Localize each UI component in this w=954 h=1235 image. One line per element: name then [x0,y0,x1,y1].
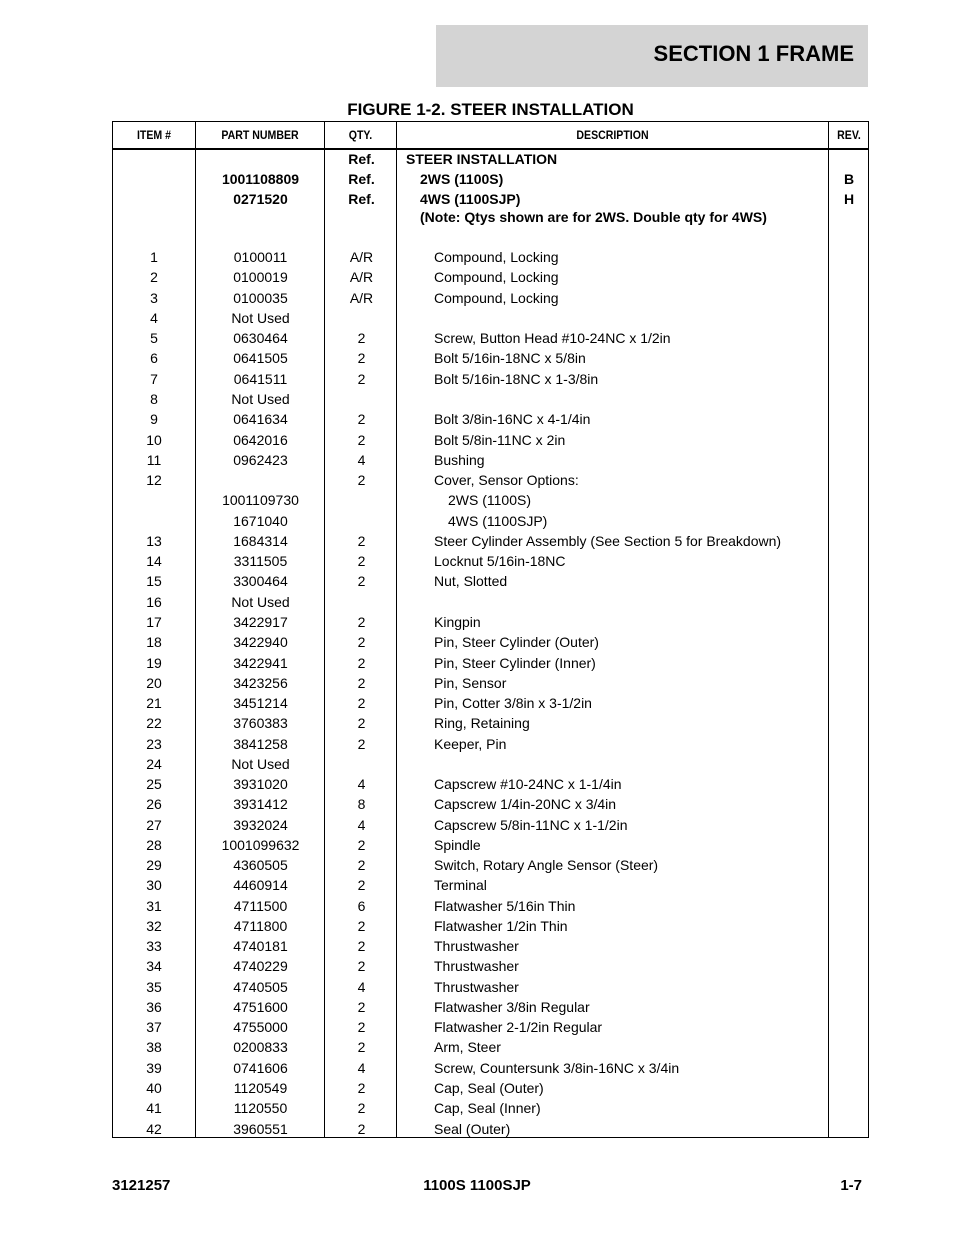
part-number: 4711500 [233,898,288,914]
table-row [113,713,868,733]
quantity: 2 [357,573,366,589]
revision: B [843,171,855,187]
part-number: 0642016 [233,432,288,448]
part-number: Not Used [231,391,290,407]
header-qty: QTY. [348,128,373,142]
part-number: 4460914 [233,877,288,893]
description: Thrustwasher [434,958,519,974]
description: Steer Cylinder Assembly (See Section 5 for Breakdown) [434,533,782,549]
item-number: 20 [146,675,162,691]
table-row [113,1037,868,1057]
part-number: Not Used [231,594,290,610]
part-number: 4360505 [233,857,288,873]
part-number: 3841258 [233,736,288,752]
table-row [113,855,868,875]
quantity: 4 [357,1060,366,1076]
quantity: 2 [357,330,366,346]
parts-table [112,121,869,1138]
description: Bolt 5/16in-18NC x 5/8in [434,350,586,366]
table-row [113,997,868,1017]
quantity: 2 [357,1080,366,1096]
description: Bushing [434,452,485,468]
quantity: 2 [357,715,366,731]
part-number: 1120550 [233,1100,288,1116]
header-item: ITEM # [136,128,172,142]
part-number: 0641634 [233,411,288,427]
table-row [113,835,868,855]
item-number: 6 [150,350,158,366]
description: Cap, Seal (Inner) [434,1100,541,1116]
part-number: 4755000 [233,1019,288,1035]
description: Flatwasher 2-1/2in Regular [434,1019,603,1035]
quantity: 2 [357,877,366,893]
description: Pin, Steer Cylinder (Inner) [434,655,596,671]
part-number: 0962423 [233,452,288,468]
quantity: 2 [357,918,366,934]
item-number: 16 [146,594,162,610]
description: Flatwasher 3/8in Regular [434,999,590,1015]
item-number: 27 [146,817,162,833]
section-header [436,25,868,87]
table-row [113,977,868,997]
description: Arm, Steer [434,1039,501,1055]
item-number: 39 [146,1060,162,1076]
part-number: 1671040 [233,513,288,529]
item-number: 12 [146,472,162,488]
part-number: Not Used [231,310,290,326]
table-row [113,450,868,470]
item-number: 15 [146,573,162,589]
quantity: A/R [349,290,374,306]
description: Screw, Button Head #10-24NC x 1/2in [434,330,671,346]
quantity: 2 [357,1039,366,1055]
description: Cover, Sensor Options: [434,472,579,488]
part-number: 4751600 [233,999,288,1015]
table-row [113,267,868,287]
table-row [113,308,868,328]
item-number: 14 [146,553,162,569]
part-number: 0630464 [233,330,288,346]
description: Kingpin [434,614,481,630]
quantity: 2 [357,675,366,691]
description: 4WS (1100SJP) [420,191,521,207]
part-number: 0100035 [233,290,288,306]
description: Pin, Cotter 3/8in x 3-1/2in [434,695,592,711]
quantity: 2 [357,1019,366,1035]
item-number: 29 [146,857,162,873]
header-description: DESCRIPTION [576,128,649,142]
description: Compound, Locking [434,269,559,285]
description: Thrustwasher [434,938,519,954]
item-number: 40 [146,1080,162,1096]
quantity: A/R [349,269,374,285]
quantity: 2 [357,634,366,650]
table-row [113,409,868,429]
table-row [113,369,868,389]
header-rev: REV. [837,128,861,142]
item-number: 24 [146,756,162,772]
part-number: 4740229 [233,958,288,974]
quantity: 6 [357,898,366,914]
part-number: Not Used [231,756,290,772]
table-row [113,653,868,673]
table-row [113,288,868,308]
part-number: 0100019 [233,269,288,285]
part-number: 0100011 [233,249,288,265]
part-number: 4711800 [233,918,288,934]
item-number: 41 [146,1100,162,1116]
table-row [113,1119,868,1139]
description: 2WS (1100S) [448,492,531,508]
table-row [113,592,868,612]
part-number: 3760383 [233,715,288,731]
quantity: 4 [357,979,366,995]
table-row [113,774,868,794]
description: Seal (Outer) [434,1121,511,1137]
table-row [113,551,868,571]
part-number: 0641505 [233,350,288,366]
part-number: 3423256 [233,675,288,691]
part-number: 0741606 [233,1060,288,1076]
description: Capscrew 5/8in-11NC x 1-1/2in [434,817,628,833]
item-number: 25 [146,776,162,792]
item-number: 34 [146,958,162,974]
description: (Note: Qtys shown are for 2WS. Double qty for 4WS) [420,209,767,225]
description: Flatwasher 5/16in Thin [434,898,576,914]
table-row [113,169,868,189]
quantity: 2 [357,857,366,873]
description: Bolt 5/16in-18NC x 1-3/8in [434,371,599,387]
quantity: 2 [357,695,366,711]
item-number: 23 [146,736,162,752]
table-row [113,936,868,956]
section-title: SECTION 1 FRAME [653,41,854,66]
part-number: 0200833 [233,1039,288,1055]
description: Screw, Countersunk 3/8in-16NC x 3/4in [434,1060,680,1076]
part-number: 3931020 [233,776,288,792]
description: Compound, Locking [434,290,559,306]
item-number: 3 [150,290,158,306]
table-row [113,956,868,976]
part-number: 1001108809 [221,171,300,187]
quantity: 2 [357,614,366,630]
table-row [113,247,868,267]
item-number: 9 [150,411,158,427]
table-row [113,693,868,713]
item-number: 32 [146,918,162,934]
table-row [113,511,868,531]
description: Locknut 5/16in-18NC [434,553,566,569]
item-number: 5 [150,330,158,346]
quantity: 2 [357,432,366,448]
table-row [113,430,868,450]
part-number: 0271520 [233,191,288,207]
quantity: 2 [357,1100,366,1116]
part-number: 1001109730 [222,492,299,508]
description: Cap, Seal (Outer) [434,1080,544,1096]
item-number: 13 [146,533,162,549]
item-number: 28 [146,837,162,853]
quantity: 2 [357,938,366,954]
table-row [113,348,868,368]
item-number: 18 [146,634,162,650]
description: Switch, Rotary Angle Sensor (Steer) [434,857,659,873]
table-row [113,1078,868,1098]
table-row [113,1098,868,1118]
quantity: 2 [357,736,366,752]
quantity: 2 [357,533,366,549]
table-row [113,673,868,693]
quantity: 4 [357,817,366,833]
item-number: 2 [150,269,158,285]
quantity: 2 [357,411,366,427]
description: Ring, Retaining [434,715,530,731]
description: Keeper, Pin [434,736,507,752]
item-number: 35 [146,979,162,995]
quantity: Ref. [348,151,375,167]
table-row [113,612,868,632]
quantity: 2 [357,371,366,387]
description: Bolt 3/8in-16NC x 4-1/4in [434,411,591,427]
quantity: 2 [357,837,366,853]
item-number: 17 [146,614,162,630]
description: Flatwasher 1/2in Thin [434,918,568,934]
part-number: 3931412 [233,796,288,812]
description: Pin, Sensor [434,675,507,691]
item-number: 21 [146,695,162,711]
figure-title: FIGURE 1-2. STEER INSTALLATION [347,100,634,119]
revision: H [843,191,855,207]
item-number: 8 [150,391,158,407]
description: Bolt 5/8in-11NC x 2in [434,432,566,448]
part-number: 3422917 [233,614,288,630]
item-number: 30 [146,877,162,893]
item-number: 33 [146,938,162,954]
description: Pin, Steer Cylinder (Outer) [434,634,599,650]
table-row [113,389,868,409]
table-row [113,328,868,348]
part-number: 3932024 [233,817,288,833]
quantity: 2 [357,1121,366,1137]
part-number: 4740505 [233,979,288,995]
table-row [113,1017,868,1037]
item-number: 26 [146,796,162,812]
table-row [113,794,868,814]
table-row [113,632,868,652]
item-number: 4 [150,310,158,326]
item-number: 31 [146,898,162,914]
part-number: 1684314 [233,533,288,549]
part-number: 3422940 [233,634,288,650]
item-number: 42 [146,1121,162,1137]
table-row [113,149,868,169]
item-number: 11 [146,452,162,468]
table-row [113,189,868,209]
table-row [113,896,868,916]
part-number: 4740181 [233,938,288,954]
table-row [113,531,868,551]
quantity: 2 [357,553,366,569]
description: Terminal [434,877,487,893]
footer-page-number: 1-7 [840,1177,862,1194]
table-row [113,734,868,754]
description: 2WS (1100S) [420,171,504,187]
part-number: 0641511 [233,371,288,387]
part-number: 3311505 [233,553,288,569]
description: 4WS (1100SJP) [448,513,548,529]
quantity: 2 [357,958,366,974]
quantity: 4 [357,776,366,792]
item-number: 7 [150,371,158,387]
quantity: 2 [357,472,366,488]
item-number: 22 [146,715,162,731]
quantity: 8 [357,796,366,812]
table-row [113,815,868,835]
quantity: Ref. [348,171,375,187]
quantity: 2 [357,655,366,671]
footer-model: 1100S 1100SJP [423,1177,531,1194]
table-row [113,916,868,936]
description: Compound, Locking [434,249,559,265]
item-number: 36 [146,999,162,1015]
part-number: 1120549 [233,1080,288,1096]
description: Spindle [434,837,481,853]
quantity: 4 [357,452,366,468]
table-row [113,470,868,490]
part-number: 1001099632 [221,837,300,853]
part-number: 3960551 [233,1121,288,1137]
item-number: 38 [146,1039,162,1055]
description: Nut, Slotted [434,573,508,589]
description: Capscrew 1/4in-20NC x 3/4in [434,796,617,812]
table-row [113,754,868,774]
description: Thrustwasher [434,979,519,995]
header-part-number: PART NUMBER [221,128,299,142]
table-row [113,490,868,510]
description: Capscrew #10-24NC x 1-1/4in [434,776,622,792]
quantity: Ref. [348,191,375,207]
item-number: 1 [150,249,158,265]
description: STEER INSTALLATION [406,151,558,167]
item-number: 37 [146,1019,162,1035]
table-row [113,1058,868,1078]
part-number: 3451214 [233,695,288,711]
table-row [113,207,868,227]
quantity: 2 [357,350,366,366]
footer-doc-number: 3121257 [112,1177,171,1194]
part-number: 3300464 [233,573,288,589]
item-number: 10 [146,432,162,448]
quantity: 2 [357,999,366,1015]
item-number: 19 [146,655,162,671]
table-row [113,875,868,895]
table-row [113,571,868,591]
part-number: 3422941 [233,655,288,671]
quantity: A/R [349,249,374,265]
